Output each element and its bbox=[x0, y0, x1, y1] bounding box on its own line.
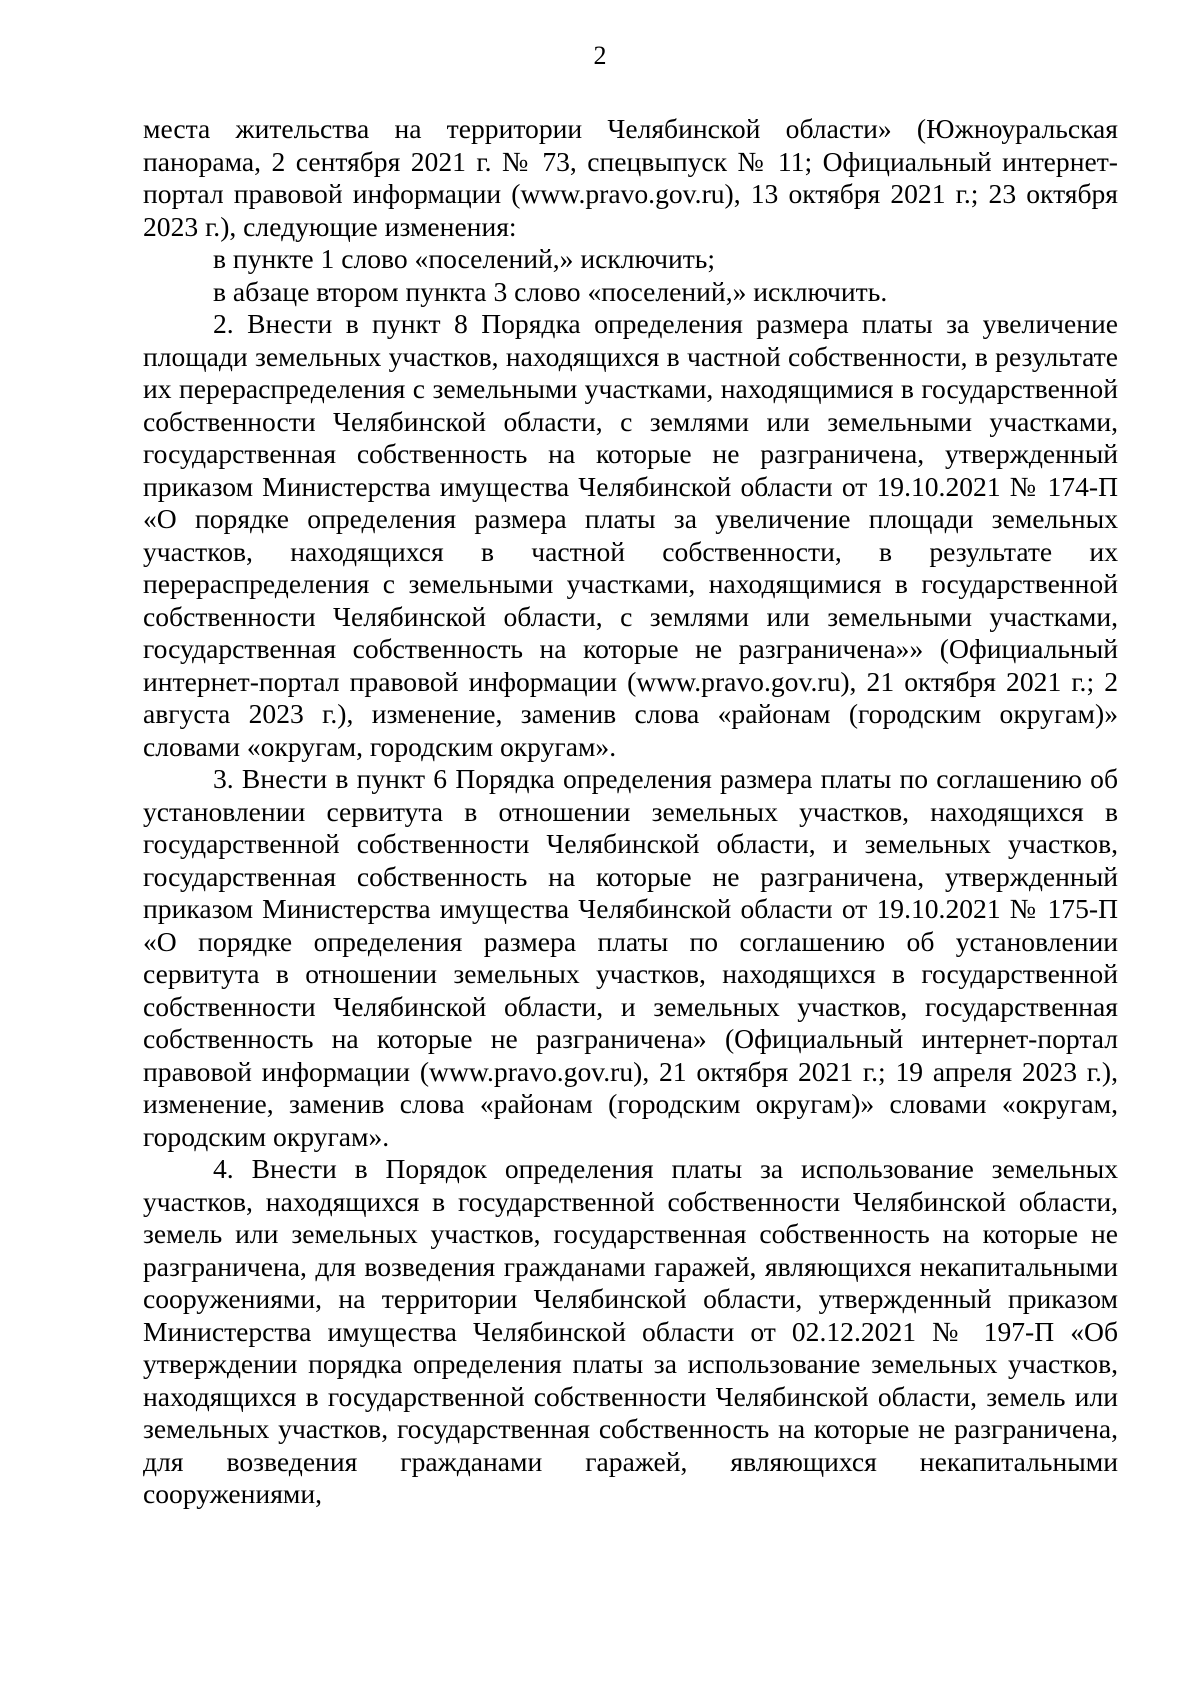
paragraph-continuation: места жительства на территории Челябинской области» (Южноуральская панорама, 2 сентября 2021 г. № 73, спецвыпуск № 11; Официальный интернет-портал правовой информации (www.pravo.gov.ru), 13 октября 2021 г.; 23 октября 2023 г.), следующие изменения: bbox=[143, 113, 1118, 242]
paragraph-item-2: в абзаце втором пункта 3 слово «поселений,» исключить. bbox=[213, 275, 888, 307]
paragraph-section-2: 2. Внести в пункт 8 Порядка определения размера платы за увеличение площади земельных участков, находящихся в частной собственности, в результате их перераспределения с земельными участками, находящимися в государственной собственности Челябинской области, с землями или земельными участками, государственная собственность на которые не разграничена, утвержденный приказом Министерства имущества Челябинской области от 19.10.2021 № 174-П «О порядке определения размера платы за увеличение площади земельных участков, находящихся в частной собственности, в результате их перераспределения с земельными участками, находящимися в государственной собственности Челябинской области, с землями или земельными участками, государственная собственность на которые не разграничена»» (Официальный интернет-портал правовой информации (www.pravo.gov.ru), 21 октября 2021 г.; 2 августа 2023 г.), изменение, заменив слова «районам (городским округам)» словами «округам, городским округам». bbox=[143, 308, 1118, 762]
paragraph-section-3: 3. Внести в пункт 6 Порядка определения размера платы по соглашению об установлении сервитута в отношении земельных участков, находящихся в государственной собственности Челябинской области, и земельных участков, государственная собственность на которые не разграничена, утвержденный приказом Министерства имущества Челябинской области от 19.10.2021 № 175-П «О порядке определения размера платы по соглашению об установлении сервитута в отношении земельных участков, находящихся в государственной собственности Челябинской области, и земельных участков, государственная собственность на которые не разграничена» (Официальный интернет-портал правовой информации (www.pravo.gov.ru), 21 октября 2021 г.; 19 апреля 2023 г.), изменение, заменив слова «районам (городским округам)» словами «округам, городским округам». bbox=[143, 763, 1118, 1152]
page-number: 2 bbox=[593, 41, 607, 70]
paragraph-item-1: в пункте 1 слово «поселений,» исключить; bbox=[213, 243, 716, 274]
paragraph-section-4: 4. Внести в Порядок определения платы за использование земельных участков, находящихся в государственной собственности Челябинской области, земель или земельных участков, государственная собственность на которые не разграничена, для возведения гражданами гаражей, являющихся некапитальными сооружениями, на территории Челябинской области, утвержденный приказом Министерства имущества Челябинской области от 02.12.2021 № 197-П «Об утверждении порядка определения платы за использование земельных участков, находящихся в государственной собственности Челябинской области, земель или земельных участков, государственная собственность на которые не разграничена, для возведения гражданами гаражей, являющихся некапитальными сооружениями, bbox=[143, 1153, 1118, 1509]
document-body bbox=[143, 113, 1118, 1511]
